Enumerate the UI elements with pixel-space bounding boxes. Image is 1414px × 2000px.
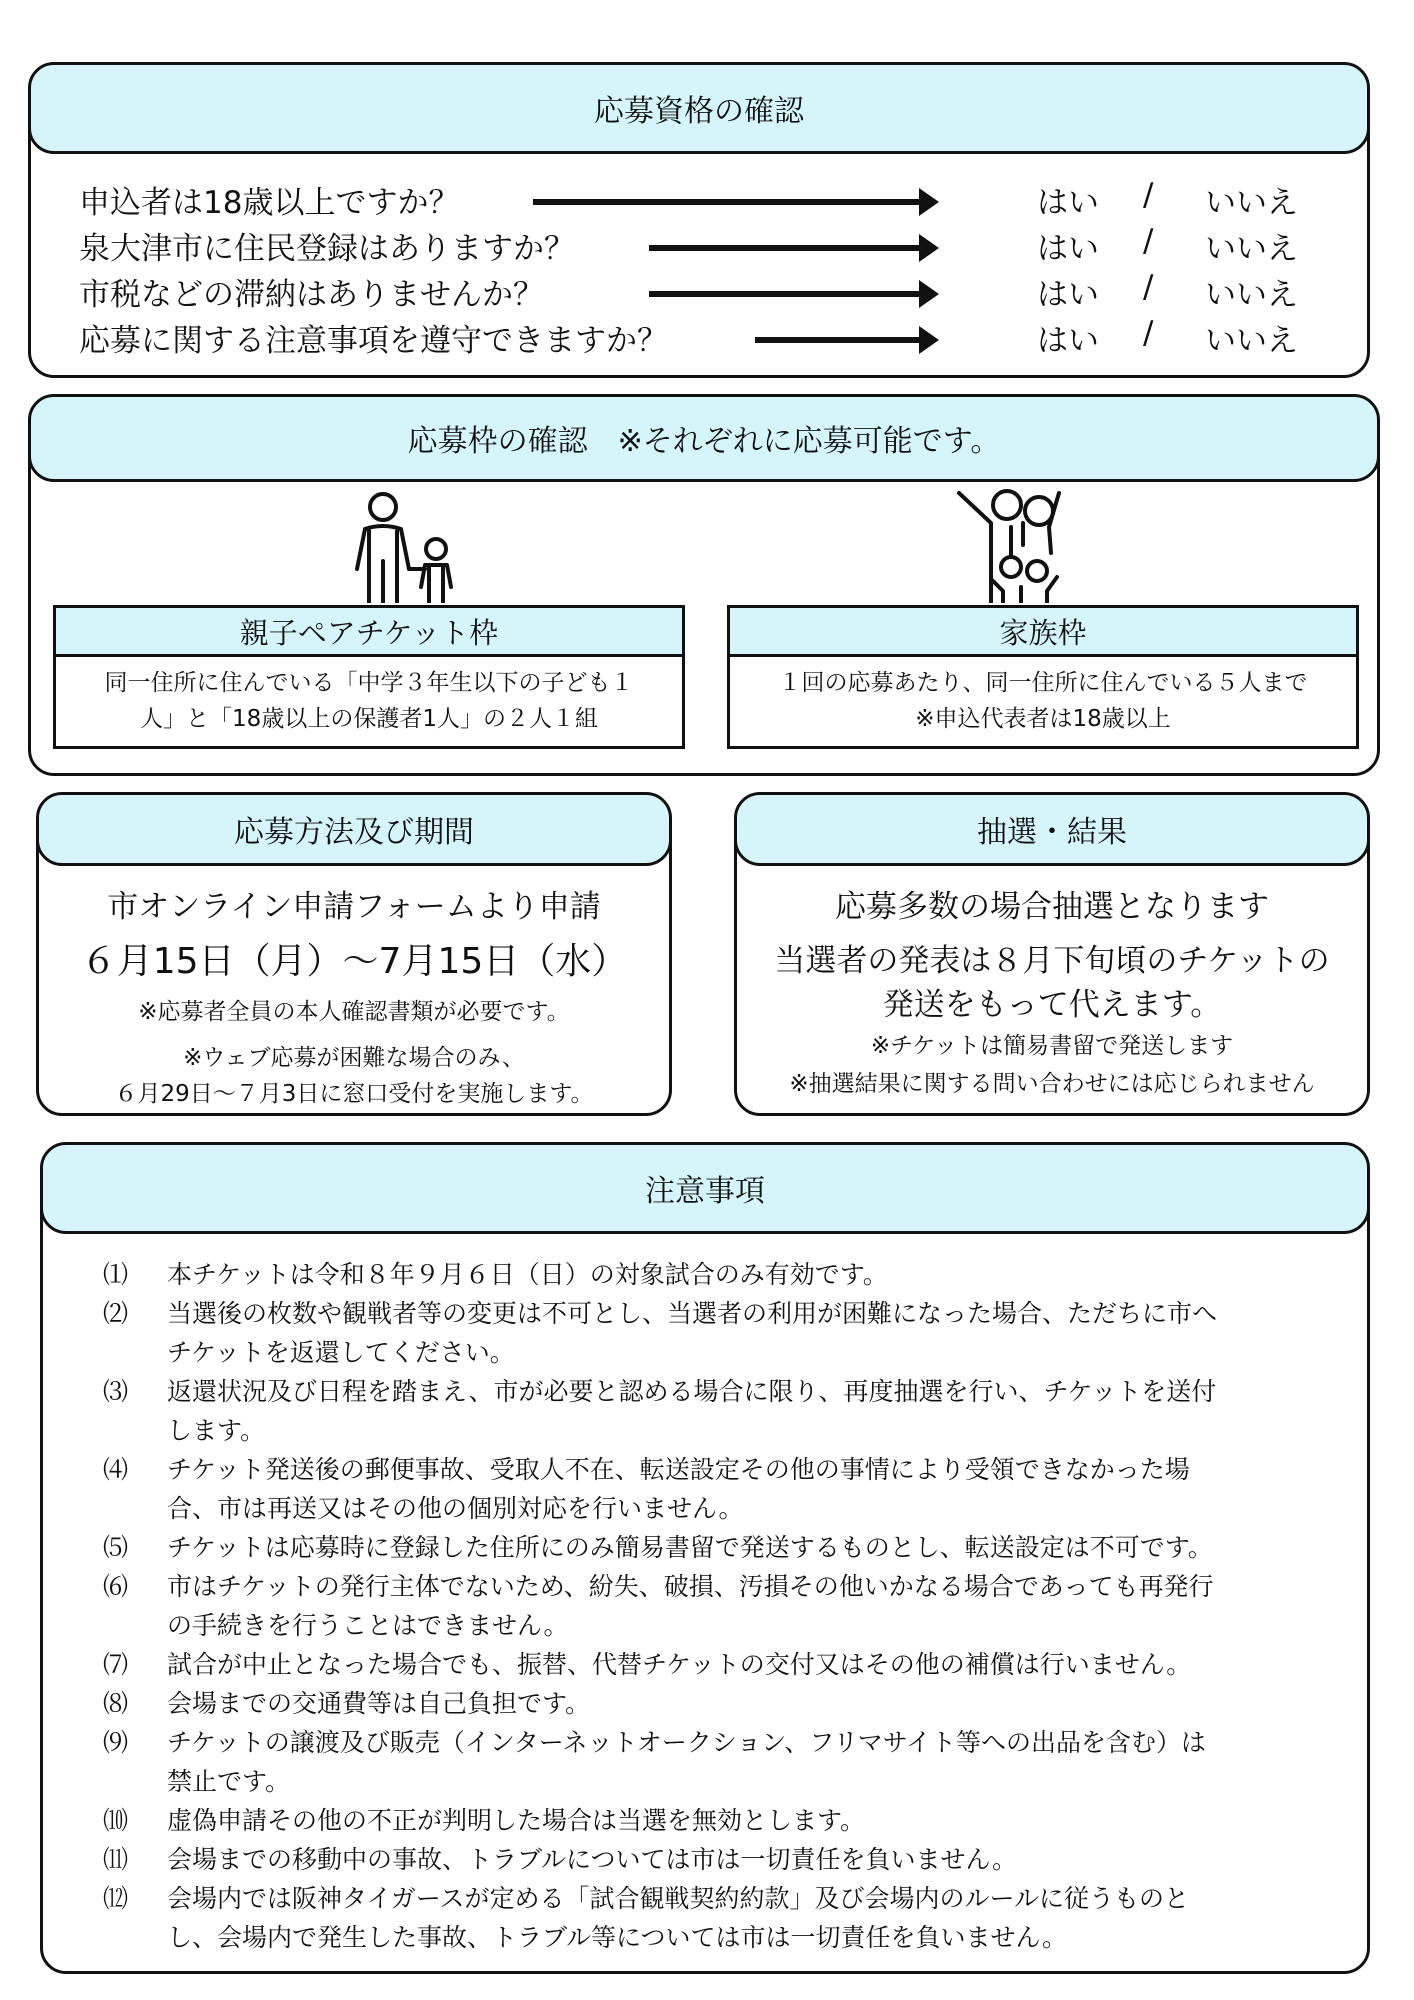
note-text-line: 合、市は再送又はその他の個別対応を行いません。 (167, 1494, 744, 1523)
arrow-right-icon (649, 291, 933, 297)
note-number: ⑷ (103, 1455, 129, 1484)
lottery-title: 抽選・結果 (977, 815, 1127, 850)
note-number: ⑸ (103, 1533, 129, 1562)
note-item (103, 1801, 1327, 1840)
notes-section (40, 1142, 1370, 1974)
lottery-note2: ※抽選結果に関する問い合わせには応じられません (789, 1071, 1315, 1097)
note-number: ⑾ (103, 1845, 129, 1874)
frames-title: 応募枠の確認 ※それぞれに応募可能です。 (407, 424, 1001, 459)
eligibility-title: 応募資格の確認 (594, 94, 804, 129)
notes-header (40, 1142, 1370, 1234)
note-item (103, 1684, 1327, 1723)
method-title: 応募方法及び期間 (234, 815, 474, 850)
note-text-line: 禁止です。 (167, 1767, 291, 1796)
notes-title: 注意事項 (645, 1174, 765, 1209)
lottery-line3: 発送をもって代えます。 (882, 987, 1222, 1023)
note-item (103, 1723, 1327, 1801)
note-text-line: 返還状況及び日程を踏まえ、市が必要と認める場合に限り、再度抽選を行い、チケットを送付 (167, 1377, 1217, 1406)
note-text-line: 本チケットは令和８年９月６日（日）の対象試合のみ有効です。 (167, 1260, 888, 1289)
eligibility-header (28, 62, 1370, 154)
frames-section (28, 394, 1380, 776)
answer-separator: / (1143, 177, 1154, 213)
note-number: ⑼ (103, 1728, 129, 1757)
lottery-header (734, 792, 1370, 866)
note-text-line: 市はチケットの発行主体でないため、紛失、破損、汚損その他いかなる場合であっても再発行 (167, 1572, 1214, 1601)
note-text-line: チケットを返還してください。 (167, 1338, 515, 1367)
note-number: ⑽ (103, 1806, 129, 1835)
note-item (103, 1528, 1327, 1567)
family-frame-title: 家族枠 (730, 608, 1356, 657)
application-period: ６月15日（月）～7月15日（水） (80, 941, 628, 982)
note-text-line: の手続きを行うことはできません。 (167, 1611, 569, 1640)
note-text-line: チケットは応募時に登録した住所にのみ簡易書留で発送するものとし、転送設定は不可です。 (167, 1533, 1213, 1562)
question-row (79, 269, 1327, 315)
pair-frame-line2: 人」と「18歳以上の保護者1人」の２人１組 (140, 706, 598, 732)
lottery-note1: ※チケットは簡易書留で発送します (870, 1033, 1234, 1059)
note-item (103, 1255, 1327, 1294)
question-row (79, 177, 1327, 223)
method-note3: ６月29日～７月3日に窓口受付を実施します。 (114, 1081, 594, 1107)
note-number: ⑴ (103, 1260, 129, 1289)
answer-yes: はい (1037, 231, 1099, 267)
answer-yes: はい (1037, 185, 1099, 221)
method-note2: ※ウェブ応募が困難な場合のみ、 (183, 1045, 525, 1071)
lottery-line1: 応募多数の場合抽選となります (835, 889, 1269, 925)
family-frame-line1: １回の応募あたり、同一住所に住んでいる５人まで (778, 670, 1308, 696)
note-text-line: 当選後の枚数や観戦者等の変更は不可とし、当選者の利用が困難になった場合、ただちに市へ (167, 1299, 1218, 1328)
family-frame-line2: ※申込代表者は18歳以上 (915, 706, 1171, 732)
method-header (36, 792, 672, 866)
lottery-line2: 当選者の発表は８月下旬頃のチケットの (774, 943, 1330, 979)
note-text-line: 会場までの移動中の事故、トラブルについては市は一切責任を負いません。 (167, 1845, 1018, 1874)
answer-separator: / (1143, 315, 1154, 351)
question-text: 市税などの滞納はありませんか？ (79, 277, 544, 313)
pair-frame-box (53, 605, 685, 749)
answer-yes: はい (1037, 323, 1099, 359)
note-text-line: チケットの譲渡及び販売（インターネットオークション、フリマサイト等への出品を含む）は (167, 1728, 1207, 1757)
note-number: ⑹ (103, 1572, 129, 1601)
answer-yes: はい (1037, 277, 1099, 313)
question-text: 応募に関する注意事項を遵守できますか？ (79, 323, 668, 359)
note-number: ⑶ (103, 1377, 129, 1406)
method-line1: 市オンライン申請フォームより申請 (107, 889, 601, 925)
question-text: 泉大津市に住民登録はありますか？ (79, 231, 575, 267)
note-text-line: し、会場内で発生した事故、トラブル等については市は一切責任を負いません。 (167, 1923, 1068, 1952)
question-row (79, 315, 1327, 361)
answer-separator: / (1143, 269, 1154, 305)
note-item (103, 1567, 1327, 1645)
parent-child-icon (321, 491, 461, 603)
note-text-line: 会場内では阪神タイガースが定める「試合観戦契約約款」及び会場内のルールに従うものと (167, 1884, 1190, 1913)
note-text-line: します。 (167, 1416, 266, 1445)
note-number: ⑻ (103, 1689, 129, 1718)
note-text-line: 会場までの交通費等は自己負担です。 (167, 1689, 591, 1718)
note-text-line: 虚偽申請その他の不正が判明した場合は当選を無効とします。 (167, 1806, 866, 1835)
note-number: ⑿ (103, 1884, 129, 1913)
answer-no: いいえ (1205, 185, 1298, 221)
note-item (103, 1372, 1327, 1450)
note-text-line: 試合が中止となった場合でも、振替、代替チケットの交付又はその他の補償は行いません。 (167, 1650, 1192, 1679)
answer-no: いいえ (1205, 231, 1298, 267)
family-icon (951, 487, 1101, 603)
eligibility-section (28, 62, 1370, 378)
answer-separator: / (1143, 223, 1154, 259)
question-text: 申込者は18歳以上ですか？ (79, 185, 460, 221)
arrow-right-icon (649, 245, 933, 251)
family-frame-box (727, 605, 1359, 749)
lottery-section (734, 792, 1370, 1116)
note-number: ⑵ (103, 1299, 129, 1328)
method-section (36, 792, 672, 1116)
note-number: ⑺ (103, 1650, 129, 1679)
answer-no: いいえ (1205, 323, 1298, 359)
note-item (103, 1450, 1327, 1528)
answer-no: いいえ (1205, 277, 1298, 313)
arrow-right-icon (755, 337, 933, 343)
note-item (103, 1879, 1327, 1957)
note-item (103, 1645, 1327, 1684)
note-item (103, 1294, 1327, 1372)
question-row (79, 223, 1327, 269)
frames-header (28, 394, 1380, 482)
method-note1: ※応募者全員の本人確認書類が必要です。 (138, 999, 570, 1025)
arrow-right-icon (533, 199, 933, 205)
pair-frame-title: 親子ペアチケット枠 (56, 608, 682, 657)
note-item (103, 1840, 1327, 1879)
pair-frame-line1: 同一住所に住んでいる「中学３年生以下の子ども１ (104, 670, 634, 696)
note-text-line: チケット発送後の郵便事故、受取人不在、転送設定その他の事情により受領できなかった場 (167, 1455, 1190, 1484)
